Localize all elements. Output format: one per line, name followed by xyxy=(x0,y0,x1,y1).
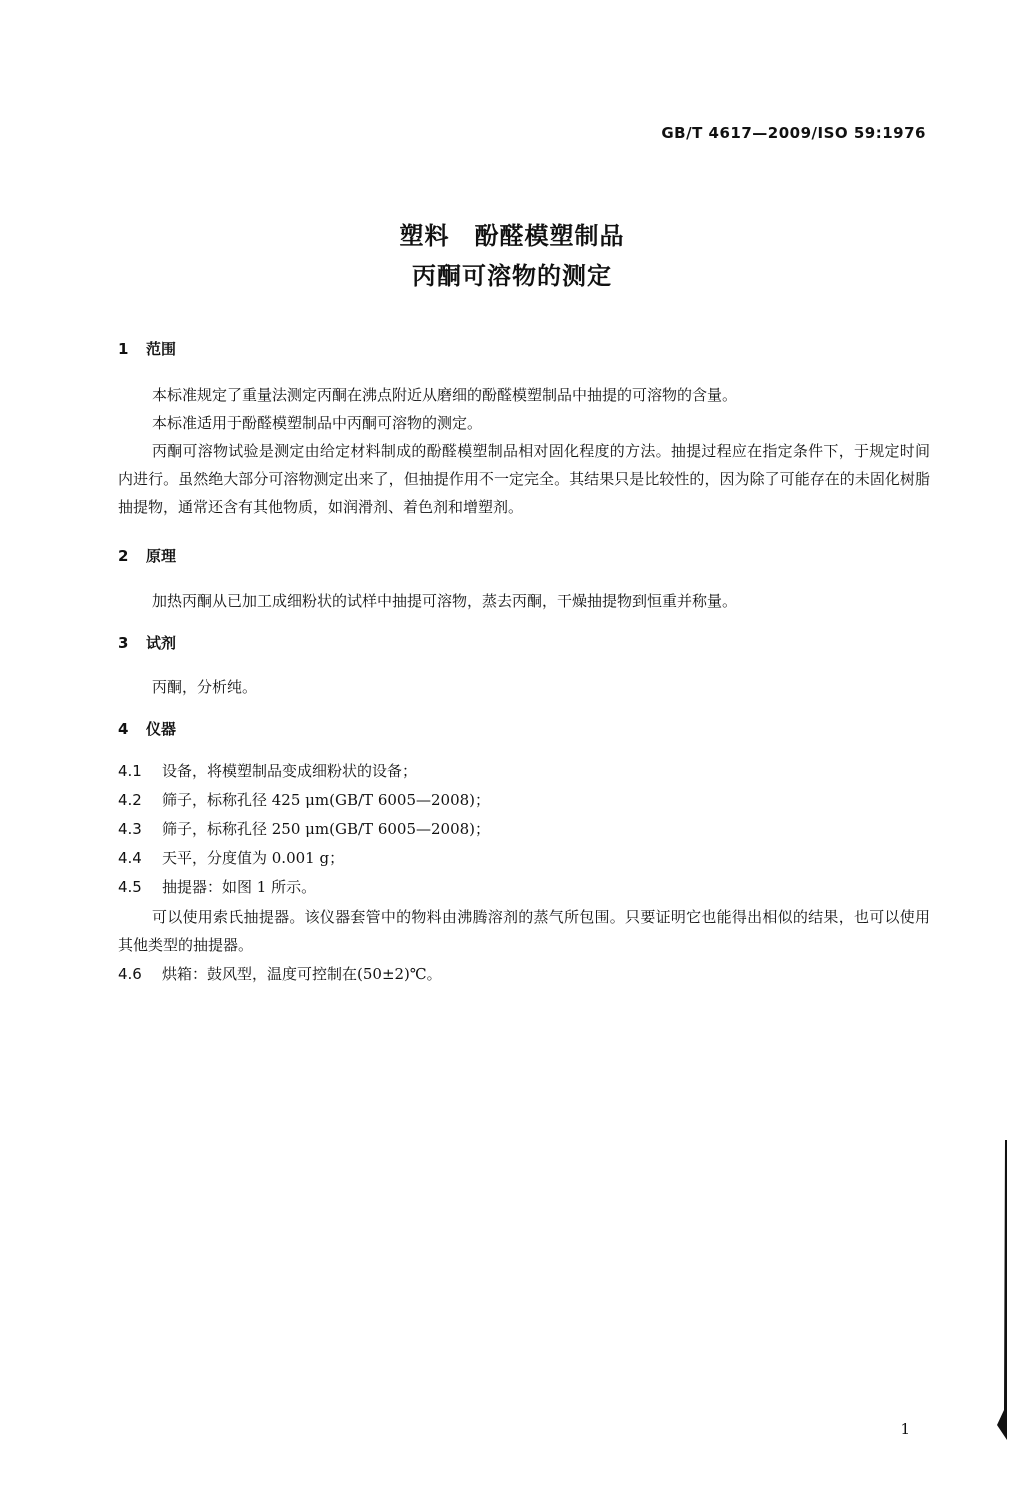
item-text: 抽提器：如图 1 所示。 xyxy=(162,878,317,896)
item-text: 筛子，标称孔径 250 μm(GB/T 6005—2008)； xyxy=(162,820,491,838)
section-title: 仪器 xyxy=(146,720,177,738)
document-title-line-1: 塑料 酚醛模塑制品 xyxy=(399,222,625,250)
scan-edge-mark xyxy=(995,1140,1007,1440)
section-title: 试剂 xyxy=(146,634,177,652)
item-text: 设备，将模塑制品变成细粉状的设备； xyxy=(162,762,418,780)
document-title-line-2: 丙酮可溶物的测定 xyxy=(412,262,612,290)
scope-paragraph-3: 丙酮可溶物试验是测定由给定材料制成的酚醛模塑制品相对固化程度的方法。抽提过程应在指定条件下，于规定时间内进行。虽然绝大部分可溶物测定出来了，但抽提作用不一定完全。其结果只是比较性的，因为除了可能存在的未固化树脂抽提物，通常还含有其他物质，如润滑剂、着色剂和增塑剂。 xyxy=(118,442,930,516)
section-heading-principle xyxy=(118,545,176,566)
section-heading-scope xyxy=(118,338,176,359)
section-number: 3 xyxy=(118,634,129,652)
apparatus-item xyxy=(118,847,344,868)
item-number: 4.5 xyxy=(118,878,142,896)
item-number: 4.6 xyxy=(118,965,142,983)
reagent-paragraph: 丙酮，分析纯。 xyxy=(152,678,258,696)
apparatus-note: 可以使用索氏抽提器。该仪器套管中的物料由沸腾溶剂的蒸气所包围。只要证明它也能得出相似的结果，也可以使用其他类型的抽提器。 xyxy=(118,908,930,954)
apparatus-item xyxy=(118,789,490,810)
apparatus-item xyxy=(118,760,417,781)
principle-paragraph: 加热丙酮从已加工成细粉状的试样中抽提可溶物，蒸去丙酮，干燥抽提物到恒重并称量。 xyxy=(152,592,738,610)
scope-paragraph-2: 本标准适用于酚醛模塑制品中丙酮可溶物的测定。 xyxy=(152,414,483,432)
apparatus-item xyxy=(118,876,316,897)
item-number: 4.2 xyxy=(118,791,142,809)
section-title: 范围 xyxy=(146,340,177,358)
apparatus-item xyxy=(118,963,442,984)
item-number: 4.3 xyxy=(118,820,142,838)
page-number: 1 xyxy=(900,1420,910,1438)
item-text: 烘箱：鼓风型，温度可控制在(50±2)℃。 xyxy=(162,965,442,983)
item-number: 4.4 xyxy=(118,849,142,867)
standard-number: GB/T 4617—2009/ISO 59:1976 xyxy=(661,124,926,142)
section-heading-reagent xyxy=(118,632,176,653)
apparatus-item xyxy=(118,818,490,839)
section-heading-apparatus xyxy=(118,718,176,739)
section-number: 2 xyxy=(118,547,129,565)
item-text: 天平，分度值为 0.001 g； xyxy=(162,849,345,867)
scope-paragraph-1: 本标准规定了重量法测定丙酮在沸点附近从磨细的酚醛模塑制品中抽提的可溶物的含量。 xyxy=(152,386,738,404)
section-number: 4 xyxy=(118,720,129,738)
item-number: 4.1 xyxy=(118,762,142,780)
section-title: 原理 xyxy=(146,547,177,565)
section-number: 1 xyxy=(118,340,129,358)
item-text: 筛子，标称孔径 425 μm(GB/T 6005—2008)； xyxy=(162,791,491,809)
